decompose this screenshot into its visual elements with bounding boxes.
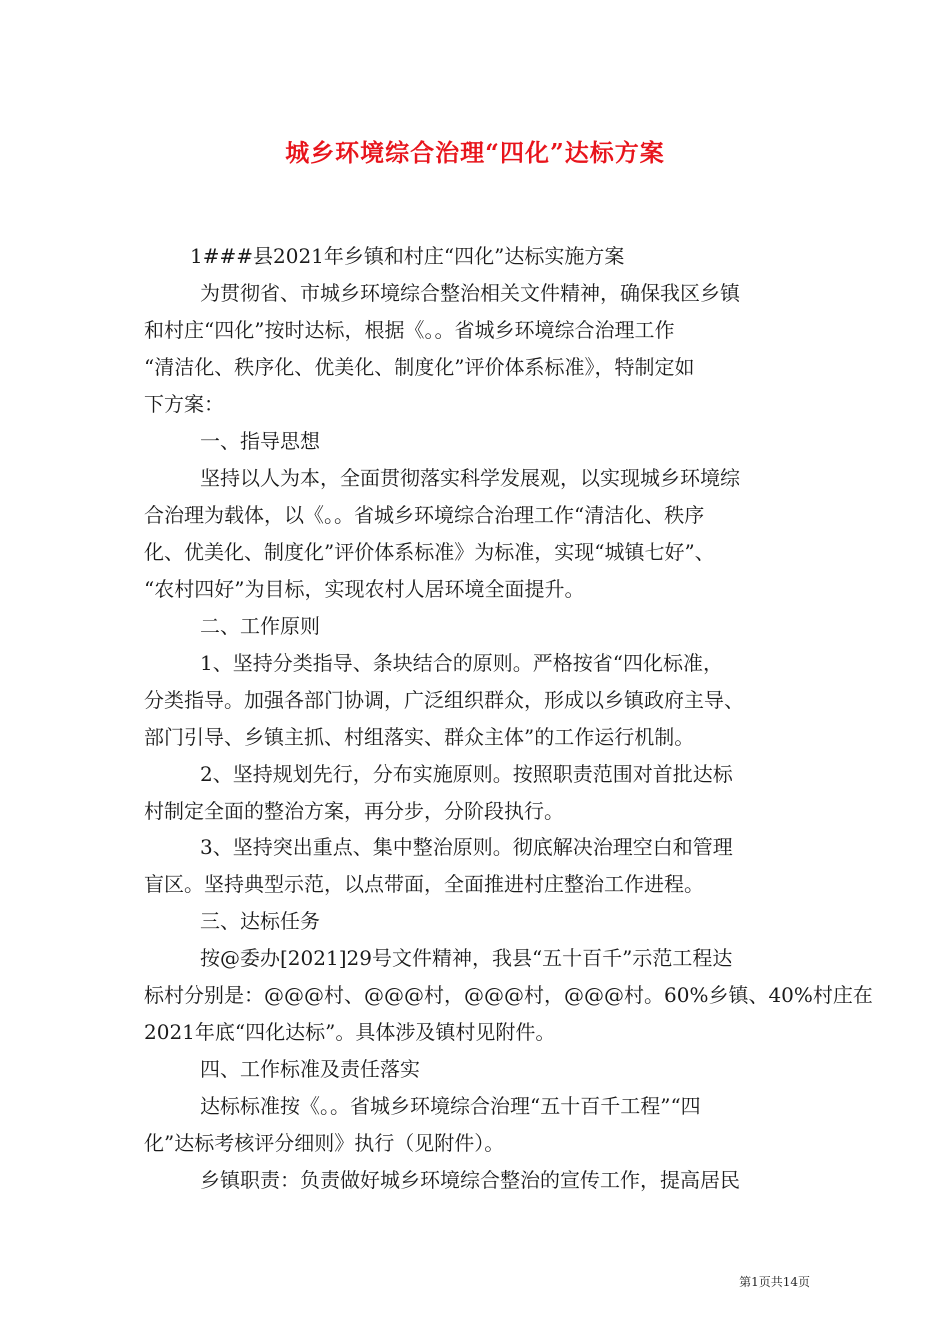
body-line: 村制定全面的整治方案，再分步，分阶段执行。 xyxy=(144,799,564,823)
body-line: 合治理为载体，以《。。省城乡环境综合治理工作“清洁化、秩序 xyxy=(144,503,705,527)
body-line: 分类指导。加强各部门协调，广泛组织群众，形成以乡镇政府主导、 xyxy=(144,688,744,712)
body-line: 3、坚持突出重点、集中整治原则。彻底解决治理空白和管理 xyxy=(200,835,733,859)
body-line: 乡镇职责：负责做好城乡环境综合整治的宣传工作，提高居民 xyxy=(200,1168,740,1192)
body-line: 部门引导、乡镇主抓、村组落实、群众主体”的工作运行机制。 xyxy=(144,725,695,749)
section-heading: 二、工作原则 xyxy=(200,614,320,638)
body-line: 化”达标考核评分细则》执行（见附件）。 xyxy=(144,1131,505,1155)
section-heading: 四、工作标准及责任落实 xyxy=(200,1057,420,1081)
body-line: 2021年底“四化达标”。具体涉及镇村见附件。 xyxy=(144,1020,556,1044)
page-number: 第1页共14页 xyxy=(739,1275,810,1289)
body-line: 和村庄“四化”按时达标，根据《。。省城乡环境综合治理工作 xyxy=(144,318,675,342)
body-line: 化、优美化、制度化”评价体系标准》为标准，实现“城镇七好”、 xyxy=(144,540,715,564)
body-line: 下方案： xyxy=(144,392,224,416)
body-line: 盲区。坚持典型示范，以点带面，全面推进村庄整治工作进程。 xyxy=(144,872,704,896)
section-heading: 三、达标任务 xyxy=(200,909,320,933)
body-line: 达标标准按《。。省城乡环境综合治理“五十百千工程”“四 xyxy=(200,1094,701,1118)
body-line: 按@委办[2021]29号文件精神，我县“五十百千”示范工程达 xyxy=(200,946,733,970)
body-line: 标村分别是：@@@村、@@@村，@@@村，@@@村。60%乡镇、40%村庄在 xyxy=(144,983,873,1007)
document-title: 城乡环境综合治理“四化”达标方案 xyxy=(285,138,665,167)
body-line: “清洁化、秩序化、优美化、制度化”评价体系标准》，特制定如 xyxy=(144,355,695,379)
body-line: 1###县2021年乡镇和村庄“四化”达标实施方案 xyxy=(190,244,625,268)
body-line: 1、坚持分类指导、条块结合的原则。严格按省“四化标准， xyxy=(200,651,723,675)
body-line: 坚持以人为本，全面贯彻落实科学发展观，以实现城乡环境综 xyxy=(200,466,740,490)
body-line: 2、坚持规划先行，分布实施原则。按照职责范围对首批达标 xyxy=(200,762,733,786)
body-line: “农村四好”为目标，实现农村人居环境全面提升。 xyxy=(144,577,585,601)
body-line: 为贯彻省、市城乡环境综合整治相关文件精神，确保我区乡镇 xyxy=(200,281,740,305)
section-heading: 一、指导思想 xyxy=(200,429,320,453)
